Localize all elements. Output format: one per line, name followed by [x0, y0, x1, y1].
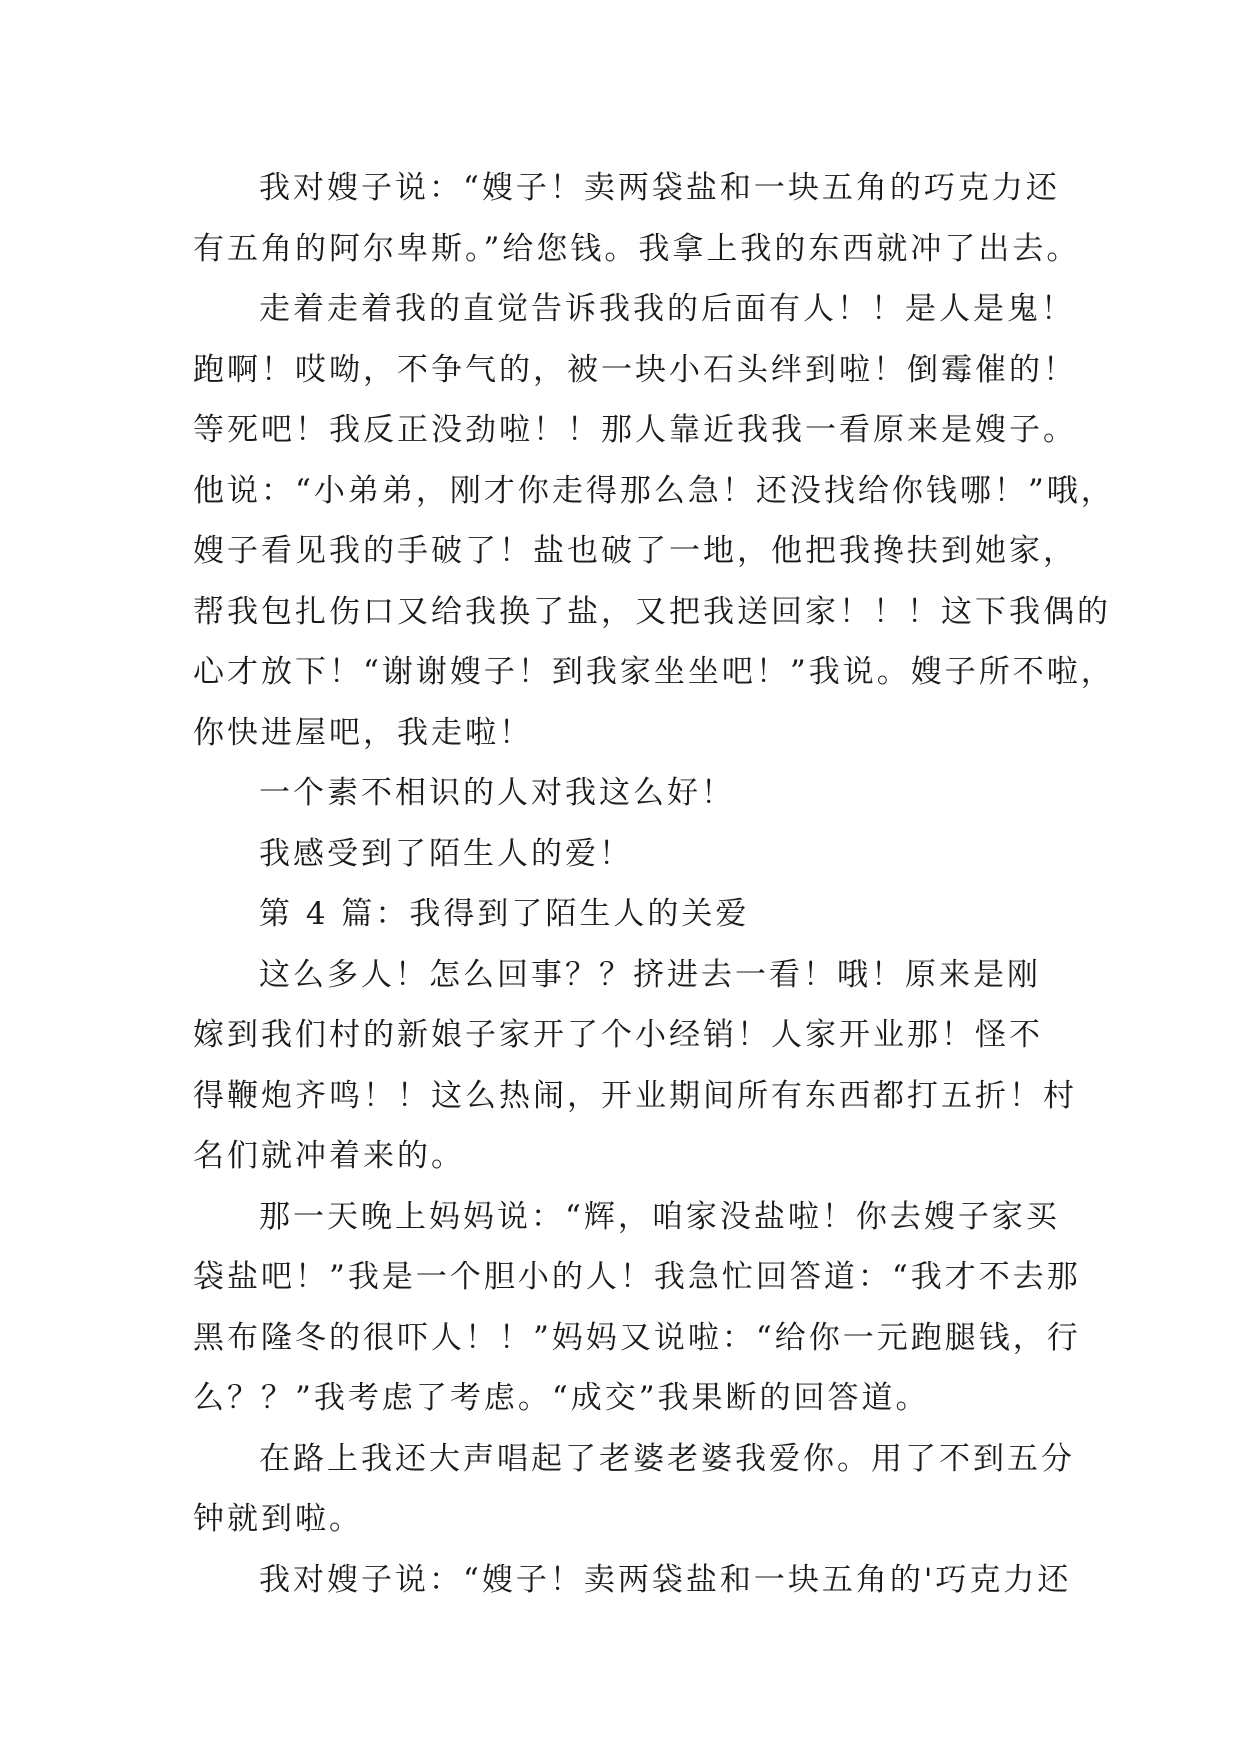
text-line: 心才放下！“谢谢嫂子！到我家坐坐吧！”我说。嫂子所不啦，: [193, 654, 1115, 690]
text-line: 么？？”我考虑了考虑。“成交”我果断的回答道。: [193, 1380, 930, 1416]
document-body: [193, 158, 1115, 1610]
text-line: 那一天晚上妈妈说：“辉，咱家没盐啦！你去嫂子家买: [259, 1198, 1060, 1235]
text-line: 跑啊！哎呦，不争气的，被一块小石头绊到啦！倒霉催的！: [193, 351, 1077, 388]
text-line: 第 4 篇：我得到了陌生人的关爱: [259, 896, 750, 932]
text-line: 我感受到了陌生人的爱！: [259, 835, 633, 872]
text-line: 这么多人！怎么回事？？挤进去一看！哦！原来是刚: [259, 956, 1041, 993]
text-line: 一个素不相识的人对我这么好！: [259, 775, 735, 811]
text-line: 嫁到我们村的新娘子家开了个小经销！人家开业那！怪不: [193, 1017, 1043, 1053]
text-line: 在路上我还大声唱起了老婆老婆我爱你。用了不到五分: [259, 1440, 1075, 1477]
text-line: 我对嫂子说：“嫂子！卖两袋盐和一块五角的巧克力还: [259, 170, 1060, 206]
text-line: 得鞭炮齐鸣！！这么热闹，开业期间所有东西都打五折！村: [193, 1077, 1077, 1114]
text-line: 名们就冲着来的。: [193, 1138, 465, 1174]
text-line: 嫂子看见我的手破了！盐也破了一地，他把我搀扶到她家，: [193, 533, 1077, 569]
text-line: 帮我包扎伤口又给我换了盐，又把我送回家！！！这下我偶的: [193, 593, 1111, 630]
text-line: 有五角的阿尔卑斯。”给您钱。我拿上我的东西就冲了出去。: [193, 230, 1081, 267]
text-line: 他说：“小弟弟，刚才你走得那么急！还没找给你钱哪！”哦，: [193, 472, 1115, 509]
text-line: 钟就到啦。: [193, 1501, 363, 1537]
text-line: 我对嫂子说：“嫂子！卖两袋盐和一块五角的'巧克力还: [259, 1561, 1072, 1598]
text-line: 你快进屋吧，我走啦！: [193, 714, 533, 751]
text-line: 走着走着我的直觉告诉我我的后面有人！！是人是鬼！: [259, 291, 1075, 327]
text-line: 等死吧！我反正没劲啦！！那人靠近我我一看原来是嫂子。: [193, 412, 1077, 448]
text-line: 袋盐吧！”我是一个胆小的人！我急忙回答道：“我才不去那: [193, 1259, 1081, 1295]
text-line: 黑布隆冬的很吓人！！”妈妈又说啦：“给你一元跑腿钱，行: [193, 1319, 1081, 1356]
